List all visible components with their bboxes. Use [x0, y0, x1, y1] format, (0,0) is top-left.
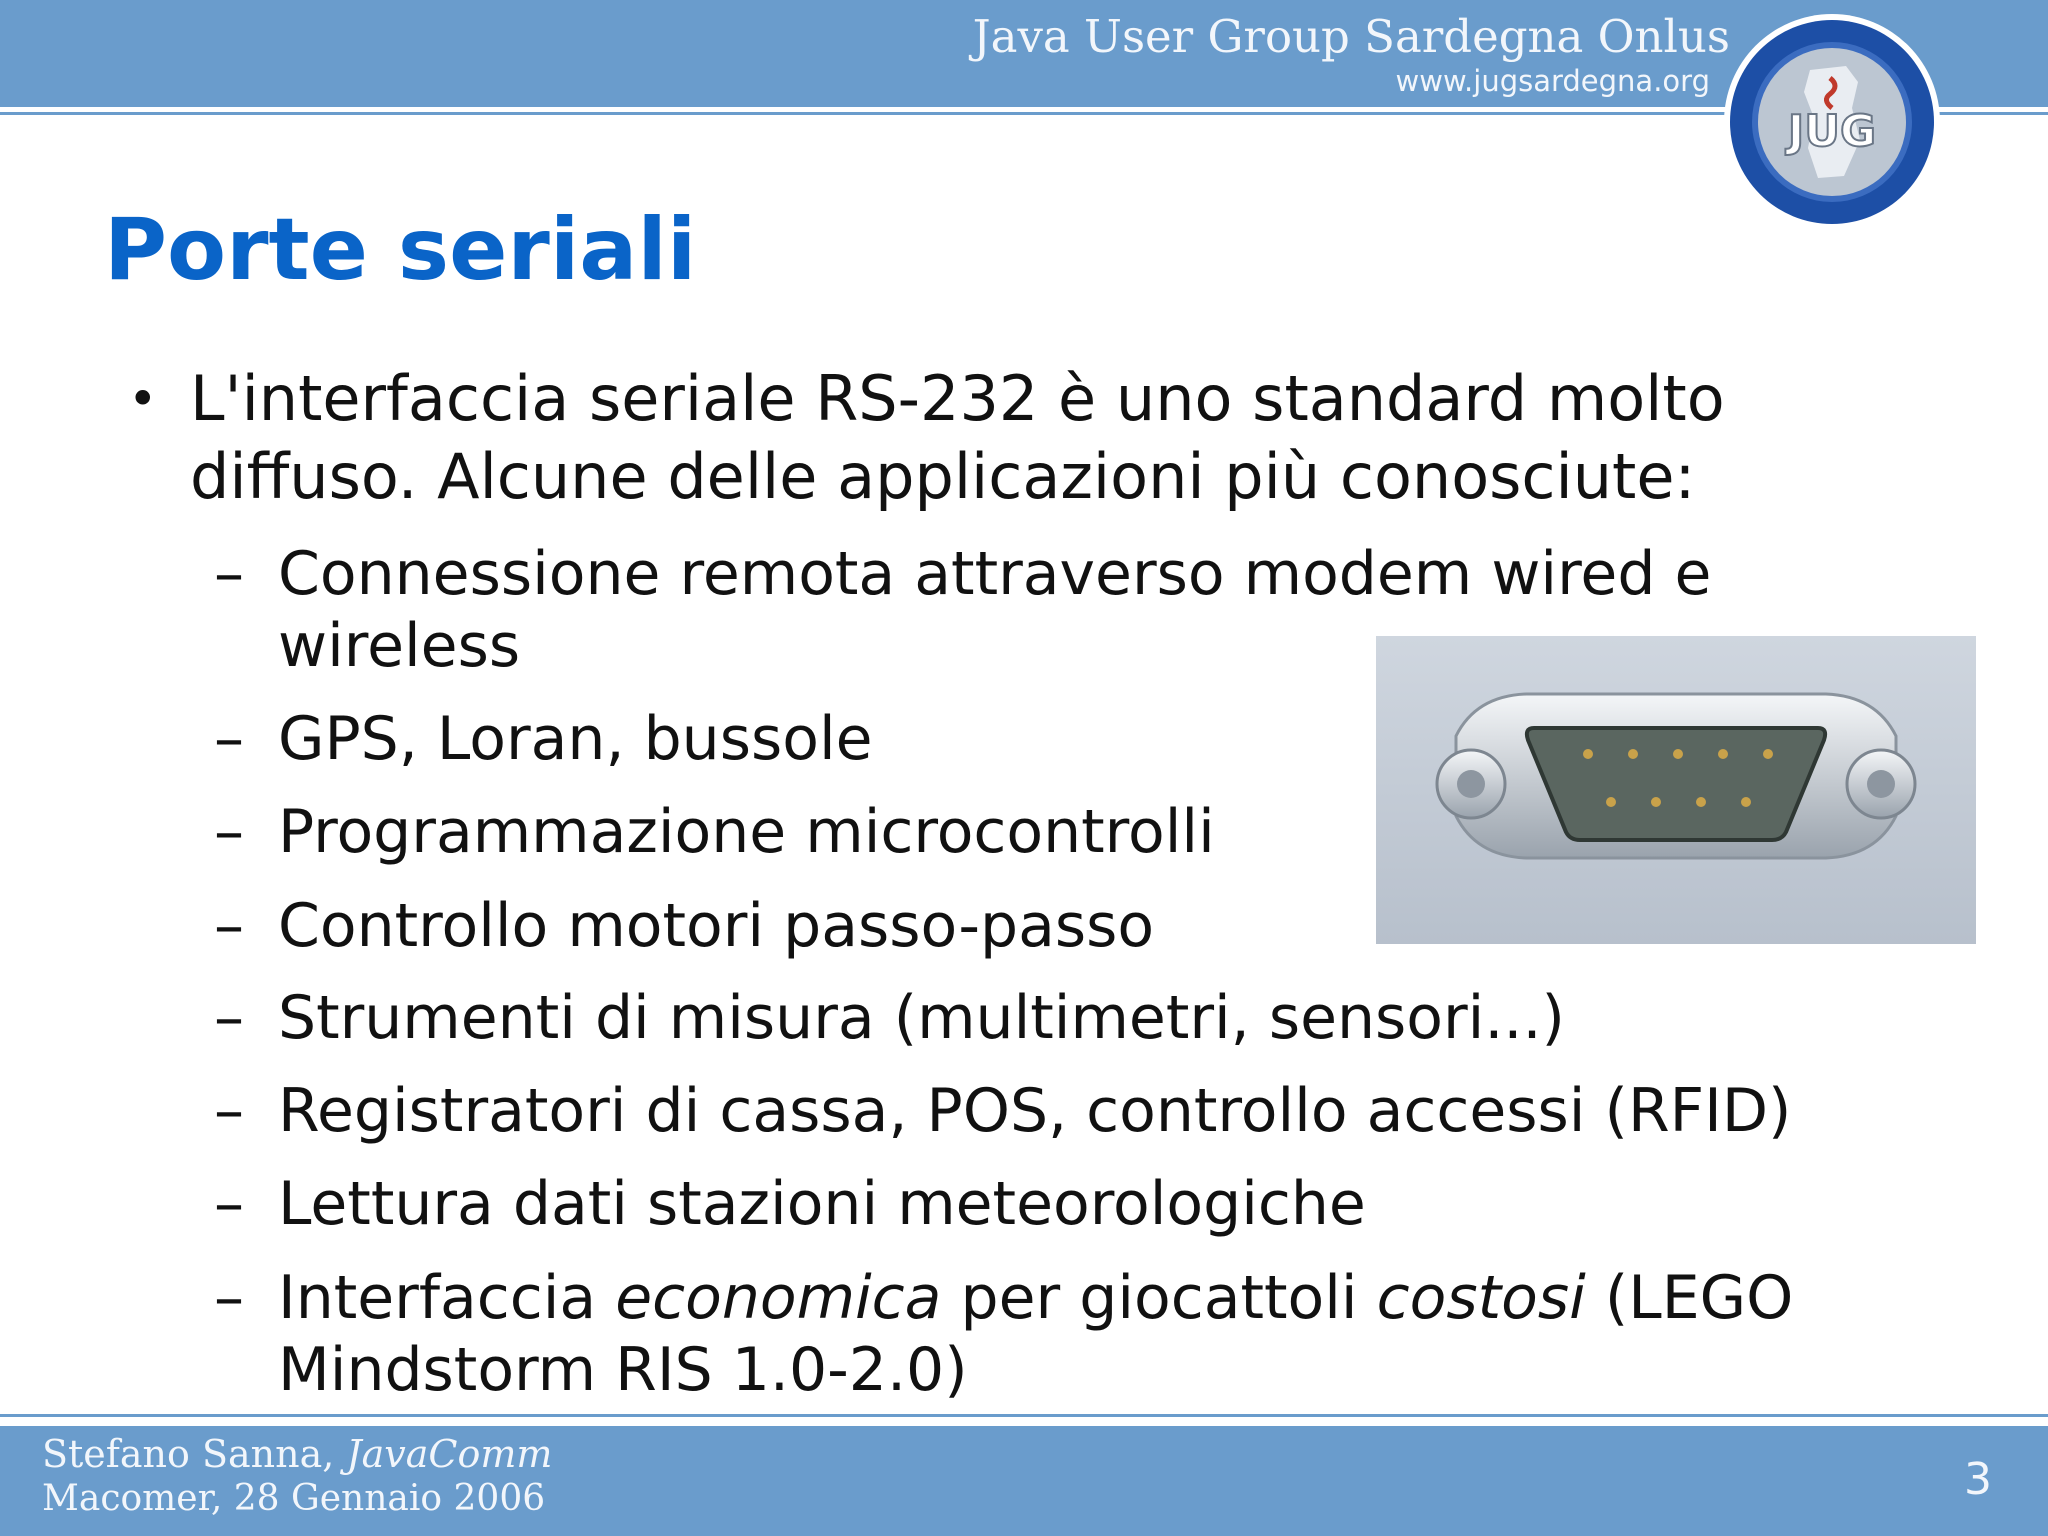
bullet-marker: • — [128, 370, 158, 428]
main-bullet — [128, 360, 1910, 516]
org-url: www.jugsardegna.org — [1395, 64, 1710, 98]
author-name: Stefano Sanna, — [42, 1432, 347, 1476]
dash-marker: – — [214, 983, 244, 1053]
org-name: Java User Group Sardegna Onlus — [972, 10, 1730, 63]
list-item-text-continued: Mindstorm RIS 1.0-2.0) — [278, 1335, 968, 1405]
work-title: JavaComm — [346, 1432, 553, 1476]
dash-marker: – — [214, 1263, 244, 1333]
list-item — [214, 1262, 1794, 1406]
list-item-text: Strumenti di misura (multimetri, sensori...) — [278, 983, 1565, 1053]
dash-marker: – — [214, 539, 244, 609]
list-item — [214, 796, 1215, 868]
text-run: Interfaccia — [278, 1263, 616, 1333]
list-item-text: Programmazione microcontrolli — [278, 797, 1215, 867]
slide-title: Porte seriali — [104, 200, 697, 300]
list-item-text: GPS, Loran, bussole — [278, 704, 873, 774]
list-item-text-continued: wireless — [278, 611, 521, 681]
list-item — [214, 703, 873, 775]
dash-marker: – — [214, 1169, 244, 1239]
dash-marker: – — [214, 797, 244, 867]
list-item — [214, 982, 1565, 1054]
jug-sardegna-logo — [1718, 8, 1946, 236]
logo-text: JUG — [1787, 106, 1877, 157]
list-item — [214, 1168, 1366, 1240]
text-run: per giocattoli — [941, 1263, 1377, 1333]
emphasis-text: costosi — [1376, 1263, 1586, 1333]
footer-event: Macomer, 28 Gennaio 2006 — [42, 1478, 546, 1519]
list-item — [214, 890, 1155, 962]
list-item-text: Connessione remota attraverso modem wired e — [278, 539, 1712, 609]
dash-marker: – — [214, 704, 244, 774]
list-item-text — [278, 1262, 1793, 1334]
footer-divider — [0, 1414, 2048, 1417]
dash-marker: – — [214, 1076, 244, 1146]
main-bullet-text: L'interfaccia seriale RS-232 è uno standard molto diffuso. Alcune delle applicazioni più conosciute: — [190, 362, 1725, 513]
dash-marker: – — [214, 891, 244, 961]
page-number: 3 — [1964, 1454, 1992, 1505]
footer-author — [42, 1432, 552, 1476]
list-item-text: Registratori di cassa, POS, controllo accessi (RFID) — [278, 1076, 1792, 1146]
list-item-text: Lettura dati stazioni meteorologiche — [278, 1169, 1366, 1239]
emphasis-text: economica — [615, 1263, 942, 1333]
text-run: (LEGO — [1585, 1263, 1794, 1333]
db9-connector-photo — [1376, 636, 1976, 944]
list-item-text: Controllo motori passo-passo — [278, 891, 1155, 961]
list-item — [214, 1075, 1792, 1147]
